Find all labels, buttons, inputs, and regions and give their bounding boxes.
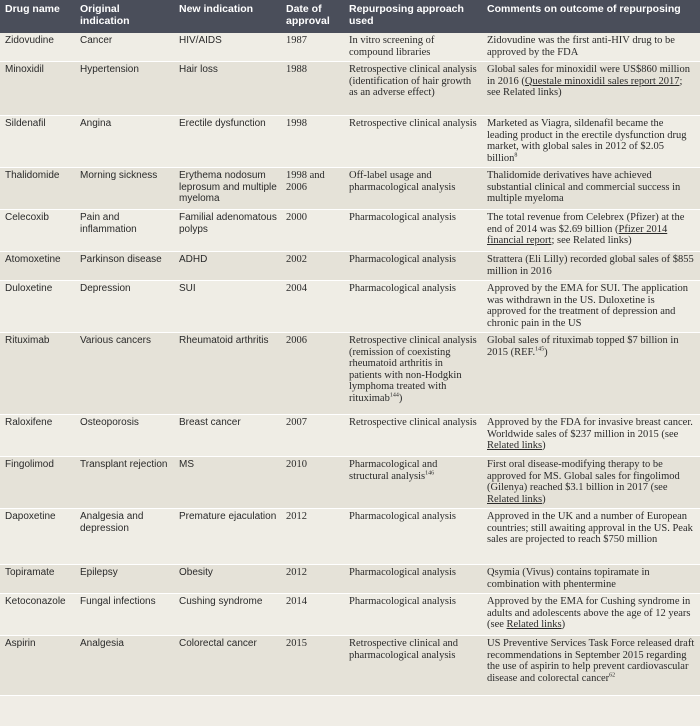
original-indication-cell: Cancer: [75, 33, 174, 62]
drug-name-cell: Ketoconazole: [0, 594, 75, 636]
original-indication-cell: Parkinson disease: [75, 252, 174, 281]
comment-text: ; see Related links): [551, 235, 632, 246]
header-original-indication: Original indication: [75, 0, 174, 33]
new-indication-cell: Obesity: [174, 565, 281, 594]
drug-name-cell: Sildenafil: [0, 116, 75, 168]
table-header: [0, 0, 700, 33]
table-body: [0, 33, 700, 696]
original-indication-cell: Pain and inflammation: [75, 210, 174, 252]
new-indication-cell: Rheumatoid arthritis: [174, 333, 281, 415]
original-indication-cell: Depression: [75, 281, 174, 333]
original-indication-cell: Transplant rejection: [75, 457, 174, 509]
repurposing-approach-cell: In vitro screening of compound libraries: [344, 33, 482, 62]
comments-cell: [482, 62, 700, 116]
comments-cell: [482, 636, 700, 696]
comment-text: ): [544, 346, 548, 358]
comment-text: ): [561, 619, 566, 630]
reference-superscript: 146: [425, 470, 435, 476]
table-row: [0, 594, 700, 636]
original-indication-cell: Analgesia and depression: [75, 509, 174, 565]
comment-text: The total revenue from Celebrex (Pfizer) at the end of 2014 was $2.69 billion (: [487, 212, 685, 235]
header-repurposing-approach: Repurposing approach used: [344, 0, 482, 33]
header-date-of-approval: Date of approval: [281, 0, 344, 33]
comment-text: Qsymia (Vivus) contains topiramate in combination with phentermine: [487, 567, 650, 590]
reference-superscript: 145: [535, 346, 545, 352]
header-comments: Comments on outcome of repurposing: [482, 0, 700, 33]
comment-text: Zidovudine was the first anti-HIV drug to be approved by the FDA: [487, 35, 675, 58]
related-link[interactable]: Related links: [487, 440, 543, 451]
repurposing-approach-cell: Pharmacological analysis: [344, 281, 482, 333]
new-indication-cell: Colorectal cancer: [174, 636, 281, 696]
drug-name-cell: Zidovudine: [0, 33, 75, 62]
drug-name-cell: Fingolimod: [0, 457, 75, 509]
date-of-approval-cell: 2000: [281, 210, 344, 252]
new-indication-cell: SUI: [174, 281, 281, 333]
drug-name-cell: Dapoxetine: [0, 509, 75, 565]
related-link[interactable]: Related links: [506, 619, 562, 630]
drug-name-cell: Minoxidil: [0, 62, 75, 116]
related-link[interactable]: Related links: [487, 493, 543, 505]
comment-text: Approved by the EMA for Cushing syndrome in adults and adolescents above the age of 12 years (see: [487, 596, 691, 630]
date-of-approval-cell: 2002: [281, 252, 344, 281]
table-row: [0, 333, 700, 415]
comments-cell: [482, 33, 700, 62]
date-of-approval-cell: 1998 and 2006: [281, 168, 344, 210]
new-indication-cell: HIV/AIDS: [174, 33, 281, 62]
new-indication-cell: Breast cancer: [174, 415, 281, 457]
approach-text: Retrospective clinical analysis (remission of coexisting rheumatoid arthritis in patients with non-Hodgkin lymphoma treated with rituximab: [349, 335, 477, 404]
table-row: [0, 415, 700, 457]
original-indication-cell: Epilepsy: [75, 565, 174, 594]
table-row: [0, 281, 700, 333]
original-indication-cell: Analgesia: [75, 636, 174, 696]
date-of-approval-cell: 1998: [281, 116, 344, 168]
table-row: [0, 116, 700, 168]
comment-text: Thalidomide derivatives have achieved substantial clinical and commercial success in multiple myeloma: [487, 170, 681, 204]
original-indication-cell: Hypertension: [75, 62, 174, 116]
comment-text: Global sales for minoxidil were US$860 million in 2016 (: [487, 64, 690, 87]
table-row: [0, 636, 700, 696]
comments-cell: [482, 281, 700, 333]
comments-cell: [482, 333, 700, 415]
date-of-approval-cell: 2014: [281, 594, 344, 636]
header-drug-name: Drug name: [0, 0, 75, 33]
comment-text: Approved by the FDA for invasive breast cancer. Worldwide sales of $237 million in 2015 (see: [487, 417, 693, 440]
repurposing-approach-cell: Retrospective clinical analysis: [344, 415, 482, 457]
new-indication-cell: MS: [174, 457, 281, 509]
repurposing-approach-cell: Pharmacological analysis: [344, 252, 482, 281]
original-indication-cell: Morning sickness: [75, 168, 174, 210]
header-new-indication: New indication: [174, 0, 281, 33]
comments-cell: [482, 415, 700, 457]
repurposing-approach-cell: Off-label usage and pharmacological analysis: [344, 168, 482, 210]
table-row: [0, 509, 700, 565]
repurposing-approach-cell: Pharmacological analysis: [344, 509, 482, 565]
table-row: [0, 168, 700, 210]
repurposing-approach-cell: Pharmacological analysis: [344, 594, 482, 636]
table-row: [0, 457, 700, 509]
repurposing-approach-cell: [344, 457, 482, 509]
drug-name-cell: Aspirin: [0, 636, 75, 696]
comments-cell: [482, 252, 700, 281]
repurposing-approach-cell: Retrospective clinical analysis (identification of hair growth as an adverse effect): [344, 62, 482, 116]
date-of-approval-cell: 1988: [281, 62, 344, 116]
comments-cell: [482, 509, 700, 565]
comment-text: Approved in the UK and a number of European countries; still awaiting approval in the US. Peak sales are projected to reach $750 million: [487, 511, 693, 545]
comment-text: ; see Related links): [487, 75, 683, 98]
header-row: [0, 0, 700, 33]
drug-name-cell: Atomoxetine: [0, 252, 75, 281]
comment-text: Marketed as Viagra, sildenafil became the leading product in the erectile dysfunction drug market, with global sales in 2012 of $2.05 billion: [487, 118, 687, 164]
comments-cell: [482, 457, 700, 509]
comments-cell: [482, 565, 700, 594]
reference-superscript: 144: [389, 392, 399, 398]
comment-text: ): [542, 493, 546, 505]
comments-cell: [482, 210, 700, 252]
reference-superscript: 8: [514, 152, 518, 158]
comments-cell: [482, 116, 700, 168]
comment-text: US Preventive Services Task Force released draft recommendations in September 2015 regarding the use of aspirin to help prevent cardiovascular disease and colorectal cancer: [487, 638, 695, 684]
repurposing-approach-cell: Retrospective clinical and pharmacological analysis: [344, 636, 482, 696]
drug-name-cell: Thalidomide: [0, 168, 75, 210]
date-of-approval-cell: 2015: [281, 636, 344, 696]
comment-text: ): [542, 440, 546, 451]
date-of-approval-cell: 2012: [281, 565, 344, 594]
date-of-approval-cell: 1987: [281, 33, 344, 62]
drug-name-cell: Raloxifene: [0, 415, 75, 457]
comment-text: First oral disease-modifying therapy to be approved for MS. Global sales for fingolimod (Gilenya) reached $3.1 billion in 2017 (see: [487, 459, 680, 493]
new-indication-cell: Erythema nodosum leprosum and multiple myeloma: [174, 168, 281, 210]
date-of-approval-cell: 2012: [281, 509, 344, 565]
table-row: [0, 33, 700, 62]
new-indication-cell: Erectile dysfunction: [174, 116, 281, 168]
repurposing-approach-cell: Retrospective clinical analysis: [344, 116, 482, 168]
related-link[interactable]: Pfizer 2014 financial report: [487, 223, 668, 246]
table-row: [0, 210, 700, 252]
original-indication-cell: Fungal infections: [75, 594, 174, 636]
drug-name-cell: Topiramate: [0, 565, 75, 594]
comments-cell: [482, 168, 700, 210]
original-indication-cell: Osteoporosis: [75, 415, 174, 457]
new-indication-cell: ADHD: [174, 252, 281, 281]
date-of-approval-cell: 2004: [281, 281, 344, 333]
new-indication-cell: Familial adenomatous polyps: [174, 210, 281, 252]
comment-text: Strattera (Eli Lilly) recorded global sales of $855 million in 2016: [487, 254, 694, 277]
original-indication-cell: Angina: [75, 116, 174, 168]
related-link[interactable]: Questale minoxidil sales report 2017: [524, 75, 680, 87]
table-row: [0, 252, 700, 281]
date-of-approval-cell: 2006: [281, 333, 344, 415]
drug-name-cell: Duloxetine: [0, 281, 75, 333]
date-of-approval-cell: 2010: [281, 457, 344, 509]
comment-text: Approved by the EMA for SUI. The application was withdrawn in the US. Duloxetine is approved for the treatment of depression and chronic pain in the US: [487, 283, 689, 329]
drug-name-cell: Rituximab: [0, 333, 75, 415]
table-row: [0, 565, 700, 594]
drug-name-cell: Celecoxib: [0, 210, 75, 252]
original-indication-cell: Various cancers: [75, 333, 174, 415]
table-row: [0, 62, 700, 116]
comment-text: Global sales of rituximab topped $7 billion in 2015 (REF.: [487, 335, 679, 358]
new-indication-cell: Premature ejaculation: [174, 509, 281, 565]
date-of-approval-cell: 2007: [281, 415, 344, 457]
approach-text: Pharmacological and structural analysis: [349, 459, 438, 482]
repurposing-approach-cell: [344, 333, 482, 415]
repurposing-approach-cell: Pharmacological analysis: [344, 565, 482, 594]
approach-text-end: ): [398, 392, 403, 404]
reference-superscript: 62: [609, 672, 616, 678]
comments-cell: [482, 594, 700, 636]
repurposing-approach-cell: Pharmacological analysis: [344, 210, 482, 252]
new-indication-cell: Cushing syndrome: [174, 594, 281, 636]
new-indication-cell: Hair loss: [174, 62, 281, 116]
